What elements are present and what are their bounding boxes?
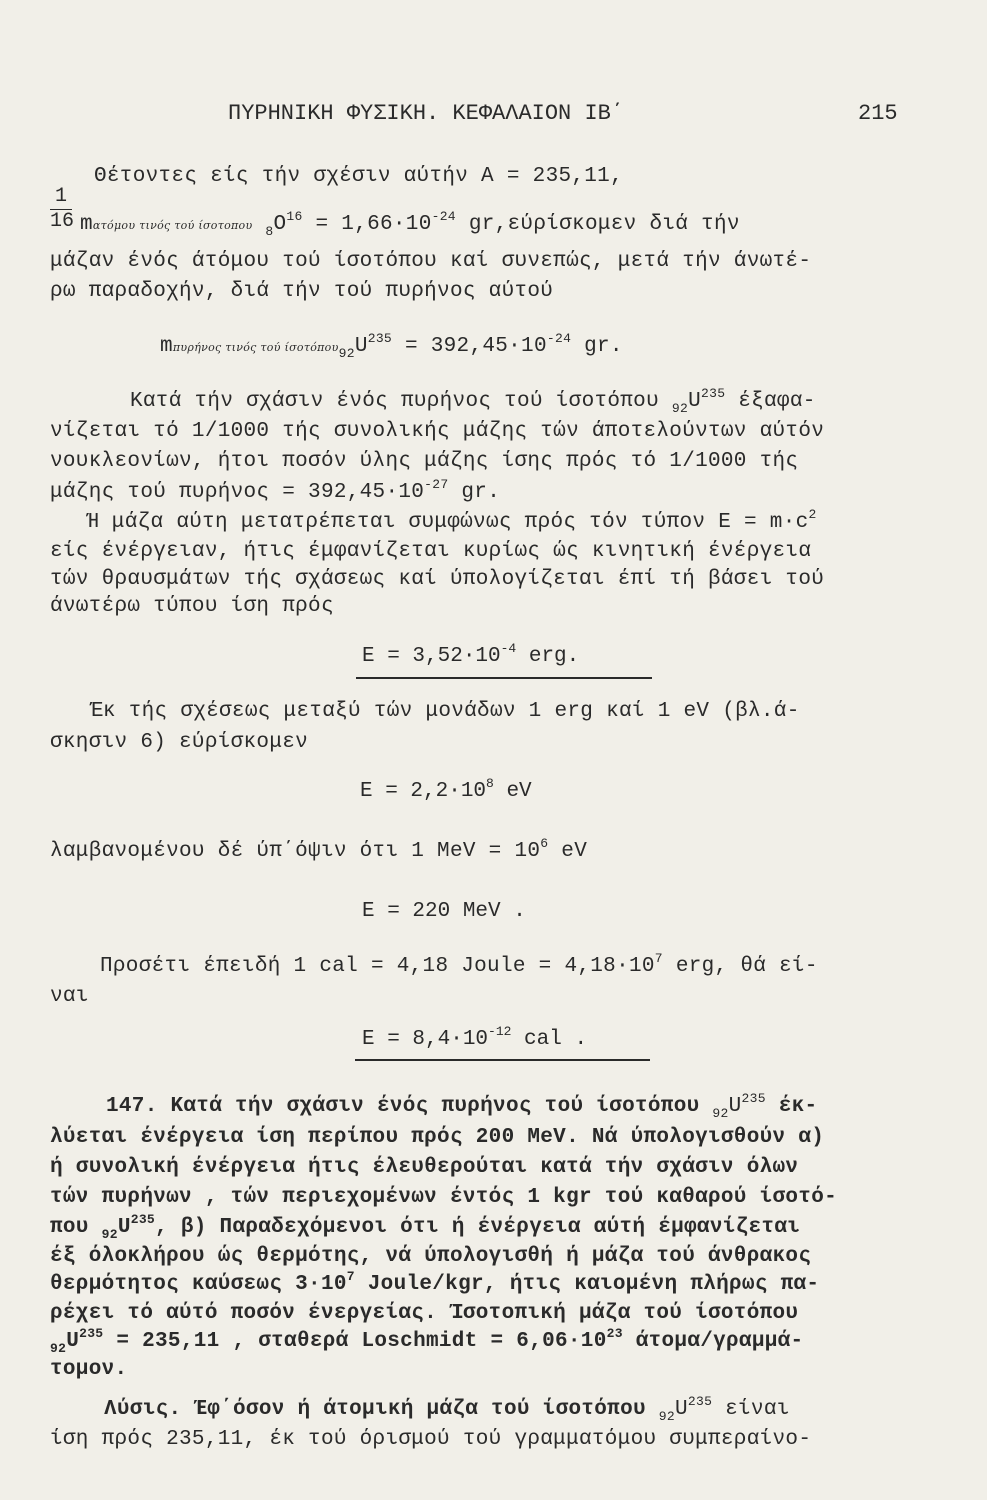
math-prescript: 92 [712,1106,729,1121]
text-segment: έκ- [778,1095,818,1118]
math-superscript: 235 [701,386,726,401]
text-line: μάζαν ένός άτόμου τού ίσοτόπου καί συνεπώς, μετά τήν άνωτέ- [50,250,812,273]
math-symbol: O [273,213,287,236]
text-segment: erg, θά εί- [675,955,818,978]
equation-text: cal . [524,1028,588,1051]
math-subscript: πυρήνος τινός τού ίσοτόπου [172,341,339,354]
text-segment: είναι [725,1398,790,1421]
problem-line [50,1326,804,1356]
text-segment: gr. [461,481,501,504]
text-line-formula [160,331,623,361]
text-segment: έξαφα- [738,390,816,413]
math-symbol: m [80,213,93,236]
text-line: νίζεται τό 1/1000 τής συνολικής μάζης τών άποτελούντων αύτόν [50,420,825,443]
text-segment: Κατά τήν σχάσιν ένός πυρήνος τού ίσοτόπου [130,390,659,413]
text-line [50,836,588,863]
math-text: = 392,45·10 [404,335,547,358]
problem-line: έξ όλοκλήρου ώς θερμότης, νά ύπολογισθή ή μάζα τού άνθρακος [50,1245,812,1268]
equation-text: E = 3,52·10 [362,645,501,668]
text-segment: Προσέτι έπειδή 1 cal = 4,18 Joule = 4,18·10 [100,955,655,978]
math-subscript: ατόμου τινός τού ίσοτοπου [92,219,253,232]
math-prescript: 92 [658,1409,675,1424]
math-symbol: U [66,1330,80,1353]
text-line [86,507,817,534]
math-superscript: 235 [367,331,393,346]
problem-line: τομον. [50,1358,128,1381]
text-line [130,386,816,416]
math-prescript: 92 [50,1341,67,1356]
text-line: ναι [50,985,89,1008]
math-superscript: -24 [546,331,572,346]
text-line: ρω παραδοχήν, διά τήν τού πυρήνος αύτού [50,280,554,303]
math-superscript: 235 [687,1394,713,1409]
equation-underline [356,677,652,679]
math-text: = 1,66·10 [315,213,432,236]
math-superscript: 235 [741,1091,766,1106]
math-prescript: 92 [338,346,355,361]
text-line [100,951,818,978]
math-prescript: 92 [671,401,689,416]
text-segment: Ή μάζα αύτη μετατρέπεται συμφώνως πρός τόν τύπον E = m·c [86,511,809,534]
fraction-denominator: 16 [50,210,75,233]
text-segment: λαμβανομένου δέ ύπ΄όψιν ότι 1 MeV = 10 [50,840,541,863]
equation-result [362,641,580,668]
problem-line [106,1091,818,1121]
math-superscript: 7 [346,1269,355,1284]
text-line: είς ένέργειαν, ήτις έμφανίζεται κυρίως ώς κινητική ένέργεια [50,540,812,563]
problem-line: λύεται ένέργεια ίση περίπου πρός 200 MeV. Νά ύπολογισθούν α) [50,1126,825,1149]
math-superscript: -27 [424,477,449,492]
solution-line: ίση πρός 235,11, έκ τού όρισμού τού γραμματόμου συμπεραίνο- [50,1428,812,1451]
math-symbol: U [728,1095,742,1118]
problem-line: τών πυρήνων , τών περιεχομένων έντός 1 kgr τού καθαρού ίσοτό- [50,1186,838,1209]
equation-text: E = 2,2·10 [360,780,487,803]
text-segment: = 235,11 , σταθερά Loschmidt = 6,06·10 [116,1330,607,1353]
math-symbol: U [688,390,701,413]
text-line: νουκλεονίων, ήτοι ποσόν ύλης μάζης ίσης πρός τό 1/1000 τής [50,450,799,473]
math-symbol: m [160,335,173,358]
text-line: άνωτέρω τύπου ίση πρός [50,595,334,618]
math-text: gr. [584,335,623,358]
text-segment: θερμότητος καύσεως 3·10 [50,1273,347,1296]
math-prescript: 92 [101,1227,118,1242]
text-line [50,477,501,504]
problem-line [50,1212,801,1242]
text-segment: Joule/kgr, ήτις καιομένη πλήρως πα- [367,1273,820,1296]
text-segment: 147. Κατά τήν σχάσιν ένός πυρήνος τού ίσοτόπου [106,1095,700,1118]
math-symbol: U [675,1398,688,1421]
math-superscript: -24 [431,209,456,224]
math-text: gr,εύρίσκομεν διά τήν [468,213,740,236]
math-superscript: 235 [130,1212,156,1227]
math-superscript: 8 [486,776,494,791]
problem-line: ή συνολική ένέργεια ήτις έλευθερούται κατά τήν σχάσιν όλων [50,1156,799,1179]
text-line: Έκ τής σχέσεως μεταξύ τών μονάδων 1 erg καί 1 eV (βλ.ά- [90,700,800,723]
text-segment: μάζης τού πυρήνος = 392,45·10 [50,481,425,504]
math-superscript: 235 [79,1326,104,1341]
text-line: σκησιν 6) εύρίσκομεν [50,731,309,754]
math-superscript: 6 [540,836,549,851]
equation-result: E = 220 MeV . [362,900,526,923]
text-segment: , β) Παραδεχόμενοι ότι ή ένέργεια αύτή έμφανίζεται [155,1216,801,1239]
problem-line [50,1269,820,1296]
text-line: τών θραυσμάτων τής σχάσεως καί ύπολογίζεται έπί τή βάσει τού [50,568,825,591]
math-superscript: 16 [286,209,303,224]
problem-line: ρέχει τό αύτό ποσόν ένεργείας. Ίσοτοπική μάζα τού ίσοτόπου [50,1302,799,1325]
equation-result [360,776,532,803]
math-superscript: -12 [488,1024,512,1039]
equation-text: eV [506,780,532,803]
text-segment: eV [561,840,588,863]
math-symbol: U [354,335,368,358]
equation-text: erg. [528,645,580,668]
running-header: ΠΥΡΗΝΙΚΗ ΦΥΣΙΚΗ. ΚΕΦΑΛΑΙΟΝ ΙΒ΄ [228,101,625,126]
solution-line [104,1394,790,1424]
page-number: 215 [858,101,898,126]
text-segment: Λύσις. Έφ΄όσον ή άτομική μάζα τού ίσοτόπου [104,1398,646,1421]
equation-text: E = 8,4·10 [362,1028,489,1051]
fraction-numerator: 1 [54,185,67,208]
text-line: Θέτοντες είς τήν σχέσιν αύτήν Α = 235,11, [94,165,623,188]
math-superscript: -4 [500,641,517,656]
equation-result [362,1024,588,1051]
math-superscript: 23 [606,1326,623,1341]
text-line-formula [80,209,740,239]
text-segment: άτομα/γραμμά- [635,1330,804,1353]
math-superscript: 2 [808,507,817,522]
text-segment: που [50,1216,89,1239]
fraction [50,185,75,233]
equation-underline [355,1059,650,1061]
math-prescript: 8 [265,224,274,239]
math-symbol: U [117,1216,131,1239]
math-superscript: 7 [654,951,663,966]
